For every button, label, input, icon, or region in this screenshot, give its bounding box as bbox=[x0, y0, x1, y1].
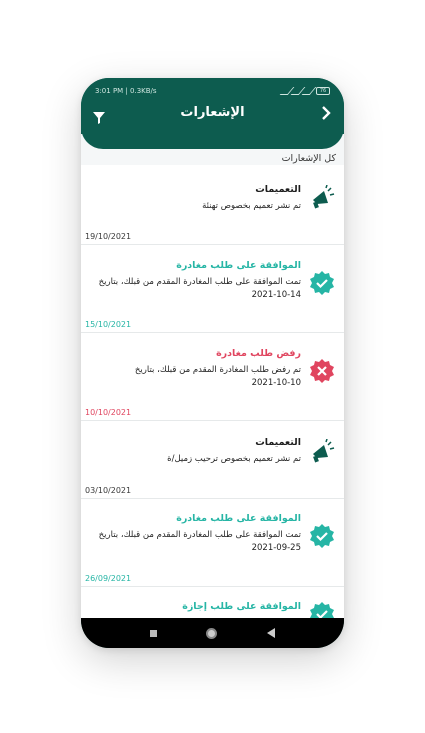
battery-icon: 76 bbox=[316, 87, 330, 95]
megaphone-icon bbox=[309, 185, 335, 211]
notification-date: 19/10/2021 bbox=[85, 232, 132, 241]
check-badge-icon bbox=[309, 270, 335, 296]
notification-date: 03/10/2021 bbox=[85, 486, 132, 495]
notification-date: 10/10/2021 bbox=[85, 408, 132, 417]
notification-body bbox=[91, 529, 301, 555]
status-bar bbox=[95, 84, 330, 98]
notification-item[interactable] bbox=[81, 333, 344, 421]
notification-title: الموافقة على طلب إجازة bbox=[182, 601, 301, 612]
home-button[interactable] bbox=[206, 628, 217, 639]
check-badge-icon bbox=[309, 601, 335, 618]
notification-body: تم نشر تعميم بخصوص تهنئة bbox=[202, 201, 301, 211]
notification-body: تم نشر تعميم بخصوص ترحيب زميل/ة bbox=[167, 454, 301, 464]
notification-title: الموافقة على طلب مغادرة bbox=[176, 260, 301, 271]
notifications-list[interactable] bbox=[81, 134, 344, 618]
check-badge-icon bbox=[309, 523, 335, 549]
notification-body-line: تمت الموافقة على طلب المغادرة المقدم من قبلك، بتاريخ bbox=[98, 277, 301, 287]
notification-item[interactable] bbox=[81, 245, 344, 333]
notification-item[interactable] bbox=[81, 499, 344, 587]
notification-date: 15/10/2021 bbox=[85, 320, 132, 329]
page-title: الإشعارات bbox=[180, 105, 245, 120]
notification-body bbox=[91, 364, 301, 390]
notification-date: 26/09/2021 bbox=[85, 574, 132, 583]
notification-body-date: 2021-09-25 bbox=[251, 543, 301, 553]
notification-title: الموافقة على طلب مغادرة bbox=[176, 513, 301, 524]
notification-body-date: 2021-10-10 bbox=[251, 378, 301, 388]
notification-body-line: تمت الموافقة على طلب المغادرة المقدم من قبلك، بتاريخ bbox=[98, 530, 301, 540]
notification-title: التعميمات bbox=[255, 184, 301, 195]
app-header bbox=[81, 78, 344, 149]
status-time: 3:01 PM | 0.3KB/s bbox=[95, 87, 157, 95]
reject-badge-icon bbox=[309, 358, 335, 384]
section-label: كل الإشعارات bbox=[281, 153, 336, 164]
notification-body-date: 2021-10-14 bbox=[251, 290, 301, 300]
status-icons bbox=[283, 87, 330, 95]
back-button[interactable] bbox=[318, 106, 334, 122]
recents-button[interactable] bbox=[150, 630, 157, 637]
notification-item[interactable] bbox=[81, 587, 344, 618]
notification-item[interactable] bbox=[81, 421, 344, 499]
notification-item[interactable] bbox=[81, 165, 344, 245]
back-nav-button[interactable] bbox=[267, 628, 275, 638]
notification-title: التعميمات bbox=[255, 437, 301, 448]
notification-body-line: تم رفض طلب المغادرة المقدم من قبلك، بتاريخ bbox=[134, 365, 301, 375]
notification-body bbox=[91, 276, 301, 302]
chevron-right-icon bbox=[321, 106, 331, 120]
system-nav-bar bbox=[81, 618, 344, 648]
megaphone-icon bbox=[309, 439, 335, 465]
phone-frame bbox=[81, 78, 344, 648]
notification-title: رفض طلب مغادرة bbox=[216, 348, 301, 359]
